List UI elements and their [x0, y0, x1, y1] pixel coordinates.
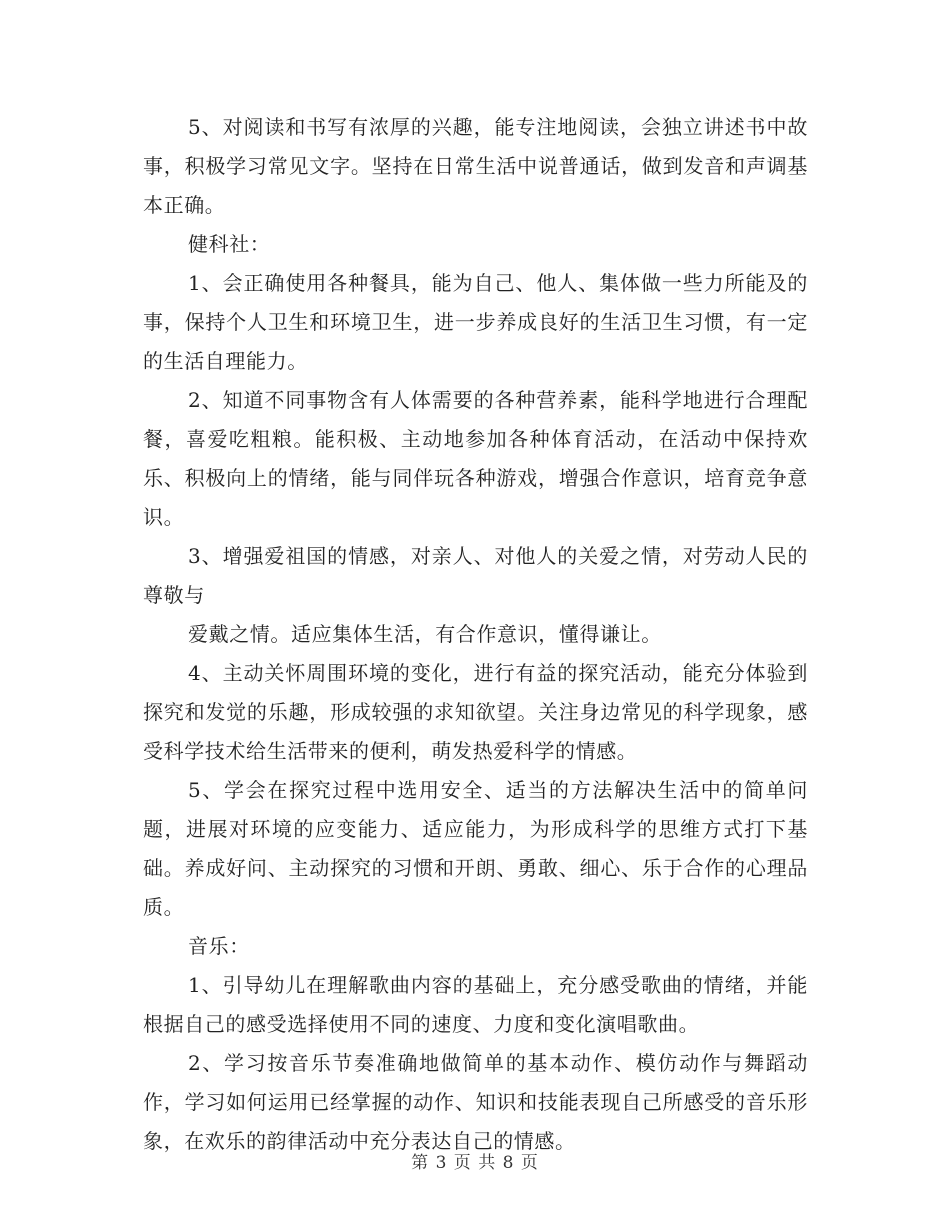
page-number-footer: 第 3 页 共 8 页: [411, 1153, 539, 1173]
paragraph-explore-environment: 4、主动关怀周围环境的变化，进行有益的探究活动，能充分体验到探究和发觉的乐趣，形成较强的求知欲望。关注身边常见的科学现象，感受科学技术给生活带来的便利，萌发热爱科学的情感。: [143, 661, 808, 763]
section-heading-health-science-society: 健科社：: [188, 232, 271, 256]
paragraph-nutrition-sports: 2、知道不同事物含有人体需要的各种营养素，能科学地进行合理配餐，喜爱吃粗粮。能积极、主动地参加各种体育活动，在活动中保持欢乐、积极向上的情绪，能与同伴玩各种游戏，增强合作意识，培育竞争意识。: [143, 388, 808, 529]
document-body: [143, 108, 808, 1161]
paragraph-exploration-methods: 5、学会在探究过程中选用安全、适当的方法解决生活中的简单问题，进展对环境的应变能力、适应能力，为形成科学的思维方式打下基础。养成好问、主动探究的习惯和开朗、勇敢、细心、乐于合作的心理品质。: [143, 778, 808, 919]
paragraph-reading-writing: 5、对阅读和书写有浓厚的兴趣，能专注地阅读，会独立讲述书中故事，积极学习常见文字。坚持在日常生活中说普通话，做到发音和声调基本正确。: [143, 115, 808, 217]
paragraph-rhythm-dance: 2、学习按音乐节奏准确地做简单的基本动作、模仿动作与舞蹈动作，学习如何运用已经掌握的动作、知识和技能表现自己所感受的音乐形象，在欢乐的韵律活动中充分表达自己的情感。: [143, 1051, 808, 1153]
paragraph-love-country-continued: 爱戴之情。适应集体生活，有合作意识，懂得谦让。: [188, 622, 662, 646]
paragraph-tableware: 1、会正确使用各种餐具，能为自己、他人、集体做一些力所能及的事，保持个人卫生和环境卫生，进一步养成良好的生活卫生习惯，有一定的生活自理能力。: [143, 271, 808, 373]
paragraph-love-country: 3、增强爱祖国的情感，对亲人、对他人的关爱之情，对劳动人民的尊敬与: [143, 544, 808, 607]
paragraph-singing: 1、引导幼儿在理解歌曲内容的基础上，充分感受歌曲的情绪，并能根据自己的感受选择使用不同的速度、力度和变化演唱歌曲。: [143, 973, 808, 1036]
section-heading-music: 音乐：: [188, 934, 250, 958]
